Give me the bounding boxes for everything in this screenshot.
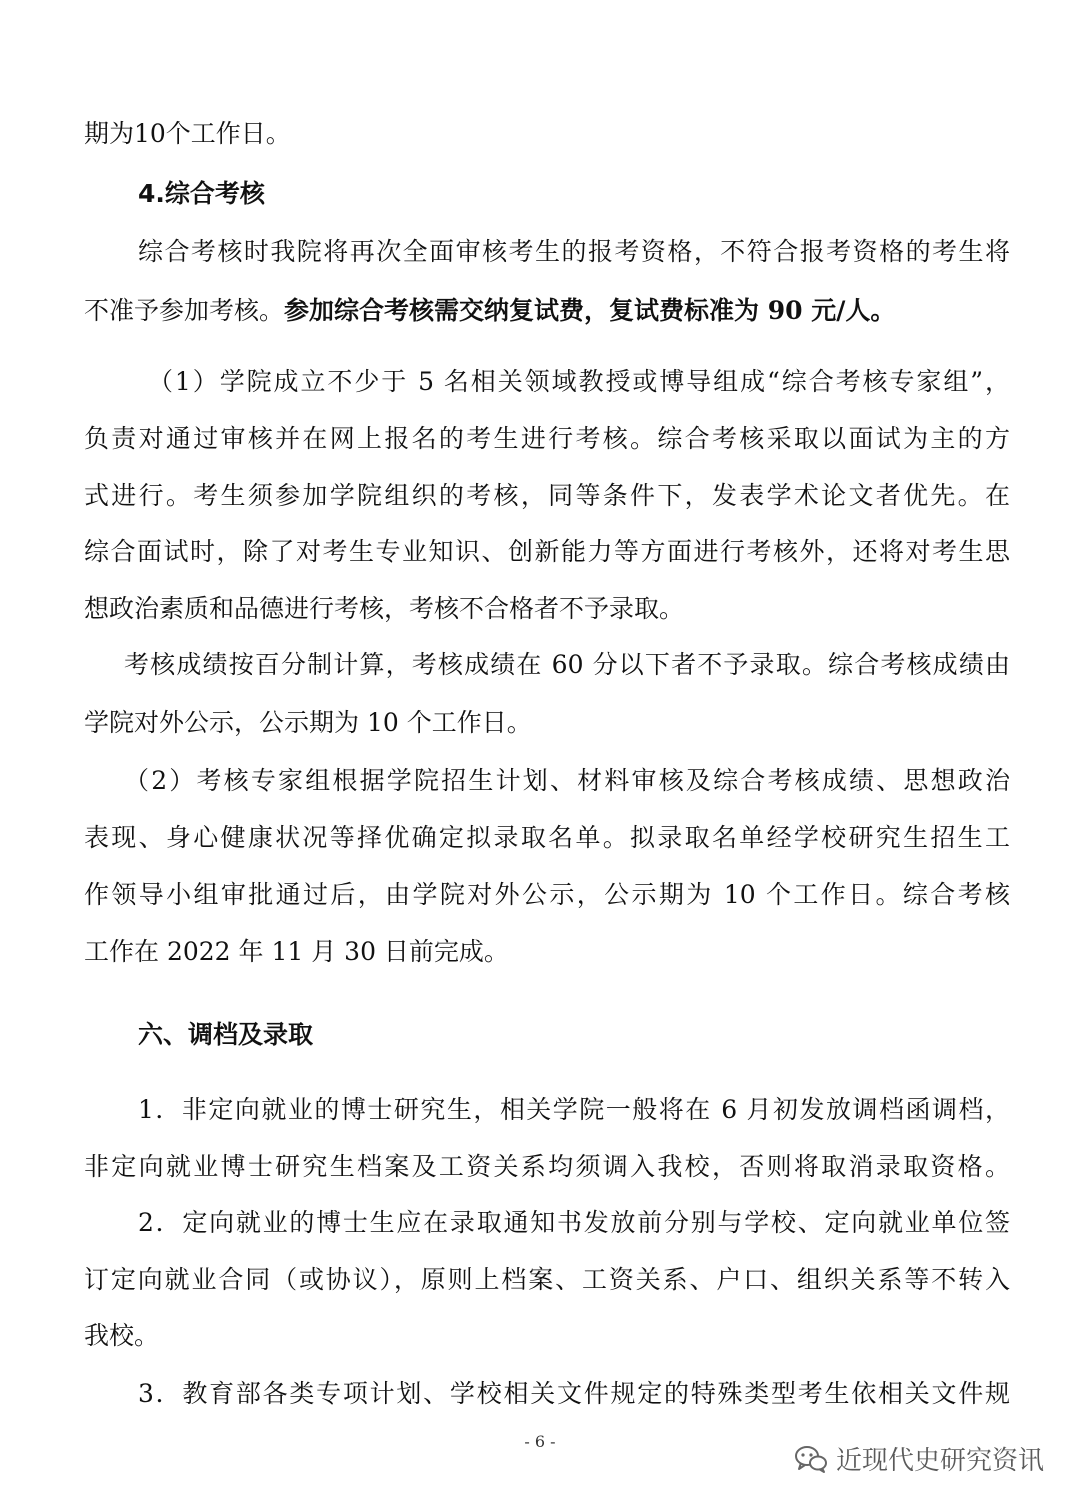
text-line: 考核成绩按百分制计算，考核成绩在 60 分以下者不予录取。综合考核成绩由 <box>124 650 1010 679</box>
section-heading: 六、调档及录取 <box>138 1020 314 1049</box>
page-number: - 6 - <box>524 1432 556 1451</box>
text-span: 不准予参加考核。 <box>84 296 285 325</box>
text-line: 综合面试时，除了对考生专业知识、创新能力等方面进行考核外，还将对考生思 <box>84 537 1010 566</box>
watermark <box>794 1440 1044 1477</box>
text-line: 订定向就业合同（或协议），原则上档案、工资关系、户口、组织关系等不转入 <box>84 1265 1010 1294</box>
text-line: （1）学院成立不少于 5 名相关领域教授或博导组成“综合考核专家组”， <box>148 367 1010 396</box>
text-line: 2．定向就业的博士生应在录取通知书发放前分别与学校、定向就业单位签 <box>138 1208 1010 1237</box>
text-line: 学院对外公示，公示期为 10 个工作日。 <box>84 708 532 737</box>
text-line: 工作在 2022 年 11 月 30 日前完成。 <box>84 937 509 966</box>
section-heading: 4.综合考核 <box>138 179 265 208</box>
text-line: 作领导小组审批通过后，由学院对外公示，公示期为 10 个工作日。综合考核 <box>84 880 1010 909</box>
text-line: 3．教育部各类专项计划、学校相关文件规定的特殊类型考生依相关文件规 <box>138 1379 1010 1408</box>
text-line: （2）考核专家组根据学院招生计划、材料审核及综合考核成绩、思想政治 <box>124 766 1010 795</box>
text-line: 我校。 <box>84 1321 160 1350</box>
text-line <box>84 295 895 327</box>
text-line: 非定向就业博士研究生档案及工资关系均须调入我校，否则将取消录取资格。 <box>84 1152 1010 1181</box>
text-line: 式进行。考生须参加学院组织的考核，同等条件下，发表学术论文者优先。在 <box>84 481 1010 510</box>
text-line: 综合考核时我院将再次全面审核考生的报考资格，不符合报考资格的考生将 <box>138 237 1010 266</box>
bold-text-span: 参加综合考核需交纳复试费，复试费标准为 90 元/人。 <box>284 296 896 325</box>
text-line: 想政治素质和品德进行考核，考核不合格者不予录取。 <box>84 594 685 623</box>
text-line: 1．非定向就业的博士研究生，相关学院一般将在 6 月初发放调档函调档， <box>138 1095 1010 1124</box>
text-line: 负责对通过审核并在网上报名的考生进行考核。综合考核采取以面试为主的方 <box>84 424 1010 453</box>
text-line: 表现、身心健康状况等择优确定拟录取名单。拟录取名单经学校研究生招生工 <box>84 823 1010 852</box>
text-line: 期为10个工作日。 <box>84 119 291 148</box>
wechat-icon <box>794 1444 828 1474</box>
watermark-text: 近现代史研究资讯 <box>835 1446 1044 1476</box>
